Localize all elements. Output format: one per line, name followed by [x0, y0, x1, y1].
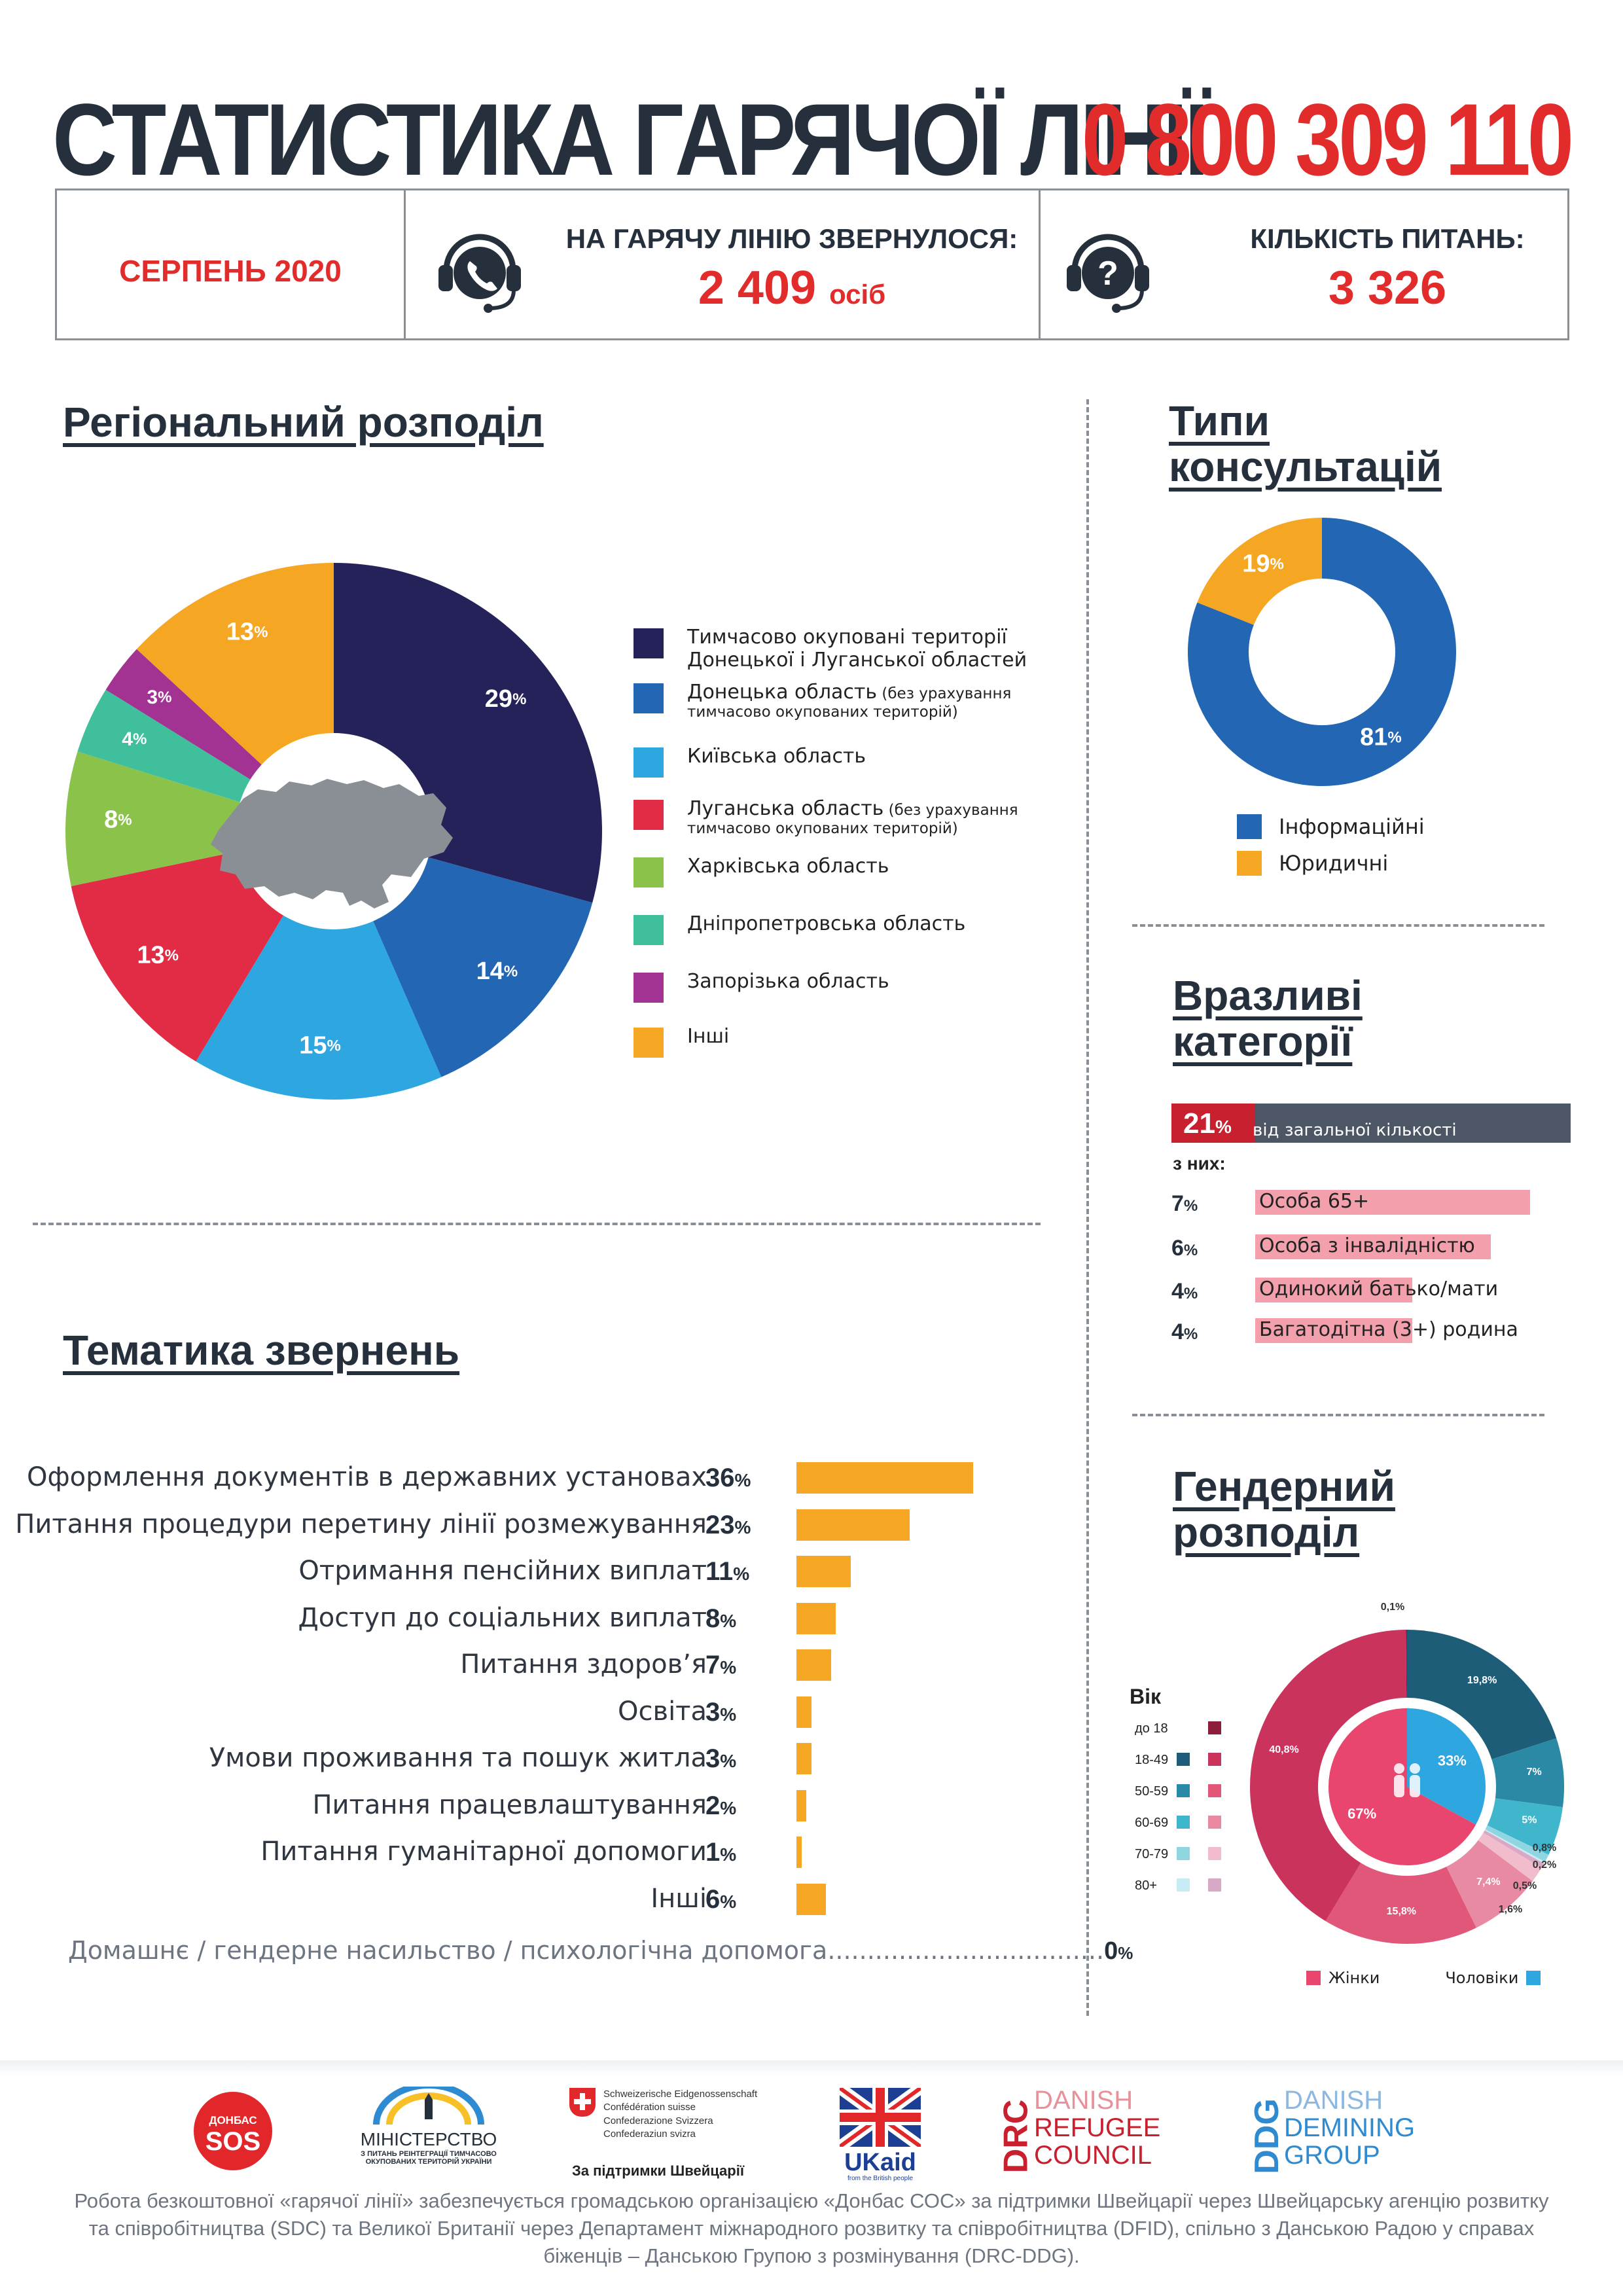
gender-donut-chart	[1237, 1590, 1590, 1957]
vulnerable-label: Багатодітна (3+) родина	[1259, 1318, 1518, 1341]
stats-questions-cell	[1039, 190, 1567, 338]
gender-outer-label: 19,8%	[1467, 1675, 1497, 1687]
regional-pie-chart	[59, 556, 609, 1106]
legend-label: Юридичні	[1279, 851, 1389, 876]
gender-title-line1: Гендерний	[1173, 1463, 1395, 1510]
women-age-swatch	[1208, 1878, 1221, 1892]
swiss-support: За підтримки Швейцарії	[572, 2162, 745, 2179]
gender-outer-label: 0,2%	[1532, 1859, 1557, 1871]
topic-value: 3%	[705, 1744, 737, 1773]
union-jack-icon	[840, 2088, 921, 2147]
pie-label: 19%	[1242, 550, 1284, 578]
age-title: Вік	[1130, 1685, 1162, 1708]
consult-donut-chart	[1185, 514, 1459, 789]
logo-text: ДОНБАС	[209, 2114, 257, 2126]
dot-leader: ...................................	[827, 1936, 1105, 1965]
women-age-swatch	[1208, 1784, 1221, 1797]
vulnerable-pct: 4%	[1171, 1279, 1198, 1304]
legend-item	[633, 626, 1027, 672]
gender-outer-label: 0,1%	[1380, 1602, 1405, 1613]
section-divider	[1132, 1414, 1544, 1416]
logo-text: SOS	[205, 2127, 261, 2156]
legend-swatch	[1237, 814, 1262, 839]
topic-row	[15, 1507, 1060, 1543]
legend-swatch	[633, 747, 664, 778]
women-label: Жінки	[1329, 1969, 1380, 1987]
legend-swatch	[633, 683, 664, 713]
legend-swatch	[633, 857, 664, 888]
vulnerable-of-them: з них:	[1173, 1153, 1226, 1174]
legend-label: Київська область	[687, 745, 866, 768]
pct-sign: %	[1215, 1117, 1232, 1137]
topic-bar	[796, 1743, 812, 1774]
legend-label: Луганська область (без урахування тимчасово окупованих територій)	[687, 797, 1018, 837]
column-divider	[1086, 399, 1089, 2016]
vulnerable-total-pct	[1183, 1107, 1232, 1140]
vulnerable-pct: 4%	[1171, 1319, 1198, 1344]
questions-label: КІЛЬКІСТЬ ПИТАНЬ:	[1250, 223, 1525, 254]
legend-label: Інформаційні	[1279, 814, 1425, 839]
drc-text	[1034, 2087, 1160, 2169]
topics-footer-sign: %	[1118, 1943, 1133, 1963]
legend-swatch	[633, 628, 664, 658]
men-swatch	[1526, 1971, 1541, 1985]
ddg-mark: DDG	[1247, 2098, 1286, 2174]
vulnerable-label: Особа з інвалідністю	[1259, 1234, 1475, 1257]
legend-item	[633, 745, 866, 778]
ukaid-text: UKaid	[844, 2149, 916, 2176]
topic-label: Доступ до соціальних виплат	[298, 1602, 707, 1633]
pie-label: 13%	[226, 618, 268, 646]
topic-row	[39, 1740, 1060, 1777]
pie-label: 15%	[299, 1031, 341, 1060]
stats-panel	[55, 188, 1569, 340]
pie-label: 4%	[122, 728, 147, 750]
donbas-sos-logo	[194, 2092, 272, 2170]
ministry-sub: ОКУПОВАНИХ ТЕРИТОРІЙ УКРАЇНИ	[365, 2158, 492, 2166]
legend-label: Тимчасово окуповані території Донецької і Луганської областей	[687, 626, 1027, 672]
legend-item	[633, 681, 1011, 721]
men-age-swatch	[1177, 1753, 1190, 1766]
gender-inner-label: 33%	[1437, 1752, 1467, 1769]
consult-title	[1169, 398, 1442, 490]
topic-value: 7%	[705, 1651, 737, 1679]
ddg-line: GROUP	[1284, 2141, 1380, 2170]
age-label: 70-79	[1135, 1847, 1169, 1861]
pie-label: 8%	[104, 806, 132, 834]
drc-mark: DRC	[997, 2099, 1035, 2174]
legend-legal	[1237, 851, 1425, 876]
women-age-swatch	[1208, 1847, 1221, 1860]
gender-outer-label: 15,8%	[1386, 1905, 1417, 1917]
ddg-text	[1284, 2087, 1415, 2169]
age-label: до 18	[1135, 1721, 1168, 1736]
stats-month-cell	[57, 190, 404, 338]
vulnerable-title-line2: категорії	[1173, 1018, 1353, 1066]
women-swatch	[1306, 1971, 1321, 1985]
legend-item	[633, 855, 889, 888]
topics-footer-value: 0	[1104, 1937, 1118, 1965]
gender-outer-label: 40,8%	[1269, 1744, 1299, 1756]
ministry-sub: З ПИТАНЬ РЕІНТЕГРАЦІЇ ТИМЧАСОВО	[361, 2150, 497, 2158]
men-label: Чоловіки	[1445, 1969, 1519, 1987]
legend-swatch	[633, 973, 664, 1003]
age-label: 60-69	[1135, 1816, 1169, 1830]
topic-value: 1%	[705, 1838, 737, 1867]
age-label: 50-59	[1135, 1784, 1169, 1799]
topic-row	[39, 1694, 1060, 1731]
legend-swatch	[1237, 851, 1262, 876]
questions-value: 3 326	[1328, 262, 1447, 314]
swiss-line: Confederaziun svizra	[603, 2128, 696, 2140]
age-label: 18-49	[1135, 1753, 1169, 1767]
men-age-swatch	[1177, 1878, 1190, 1892]
calls-value	[563, 261, 1021, 315]
pie-label: 29%	[484, 685, 527, 713]
topic-row	[39, 1553, 1060, 1590]
gender-inner-label: 67%	[1347, 1805, 1377, 1822]
pie-label: 3%	[147, 687, 172, 709]
women-age-swatch	[1208, 1753, 1221, 1766]
gender-outer-label: 1,6%	[1498, 1904, 1523, 1915]
vulnerable-label: Особа 65+	[1259, 1190, 1370, 1213]
legend-item	[633, 912, 965, 945]
donut-hole	[1249, 579, 1395, 725]
legend-swatch	[633, 1028, 664, 1058]
men-age-swatch	[1177, 1816, 1190, 1829]
topic-row	[26, 1460, 1060, 1496]
vulnerable-pct: 7%	[1171, 1191, 1198, 1216]
consult-title-line1: Типи	[1169, 397, 1270, 444]
legend-label: Донецька область (без урахування тимчасово окупованих територій)	[687, 681, 1012, 721]
legend-item	[633, 970, 889, 1003]
legend-informational	[1237, 814, 1425, 839]
gender-outer-label: 0,5%	[1512, 1880, 1537, 1892]
swiss-line: Confédération suisse	[603, 2102, 696, 2113]
ddg-logo	[1243, 2087, 1427, 2172]
ukaid-logo	[838, 2088, 923, 2182]
headset-question-icon	[1060, 219, 1156, 315]
report-month: СЕРПЕНЬ 2020	[119, 254, 342, 288]
topic-label: Питання працевлаштування	[312, 1789, 707, 1820]
footer-shadow	[0, 2060, 1623, 2076]
topic-label: Інші	[651, 1883, 707, 1914]
topic-value: 2%	[705, 1791, 737, 1820]
legend-label: Дніпропетровська область	[687, 912, 966, 935]
topic-label: Питання процедури перетину лінії розмежування	[15, 1509, 707, 1539]
ministry-name: МІНІСТЕРСТВО	[360, 2129, 497, 2149]
swiss-cross-icon	[569, 2088, 596, 2117]
calls-count: 2 409	[698, 262, 817, 314]
swiss-line: Confederazione Svizzera	[603, 2115, 713, 2126]
topic-value: 11%	[705, 1557, 750, 1586]
topic-label: Умови проживання та пошук житла	[209, 1743, 707, 1773]
section-divider	[1132, 924, 1544, 927]
ddg-line: DANISH	[1284, 2086, 1383, 2115]
hotline-phone[interactable]: 0 800 309 110	[1081, 83, 1571, 197]
topic-value: 6%	[705, 1884, 737, 1914]
pie-label: 81%	[1360, 723, 1402, 751]
men-age-swatch	[1177, 1847, 1190, 1860]
topics-title: Тематика звернень	[63, 1327, 460, 1374]
age-group-row	[1130, 1750, 1228, 1770]
topic-value: 36%	[705, 1463, 751, 1492]
topic-label: Освіта	[618, 1696, 707, 1727]
consult-legend	[1237, 814, 1425, 876]
drc-line: REFUGEE	[1034, 2113, 1161, 2142]
topic-label: Отримання пенсійних виплат	[298, 1556, 707, 1586]
drc-logo	[993, 2087, 1164, 2172]
topic-bar	[796, 1556, 851, 1587]
topic-bar	[796, 1837, 802, 1868]
vulnerable-total-bar	[1171, 1103, 1571, 1143]
women-age-swatch	[1208, 1721, 1221, 1734]
ddg-line: DEMINING	[1284, 2113, 1415, 2142]
pie-label: 14%	[476, 958, 518, 986]
consult-title-line2: консультацій	[1169, 443, 1442, 491]
topic-bar	[796, 1884, 826, 1915]
topic-bar	[796, 1509, 910, 1541]
pct-value: 21	[1183, 1107, 1215, 1139]
topics-footer-row	[68, 1936, 1133, 1965]
legend-label: Харківська область	[687, 855, 889, 878]
age-group-row	[1130, 1813, 1228, 1833]
legend-swatch	[633, 915, 664, 945]
topic-bar	[796, 1696, 812, 1728]
topic-row	[39, 1834, 1060, 1871]
age-group-row	[1130, 1782, 1228, 1801]
ministry-logo	[353, 2087, 504, 2166]
vulnerable-row	[1171, 1186, 1571, 1219]
footnote: Робота безкоштовної «гарячої лінії» забезпечується громадською організацією «Донбас СОС» за підтримки Швейцарії через Швейцарську агенцію розвитку та співробітництва (SDC) та Великої Британії через Департамент міжнародного розвитку та співробітництва (DFID), спільно з Данською Радою у справах біженців – Данською Групою з розмінування (DRC-DDG).	[74, 2189, 1549, 2267]
drc-line: COUNCIL	[1034, 2141, 1152, 2170]
vulnerable-total-label: від загальної кількості	[1253, 1121, 1457, 1140]
page-title: СТАТИСТИКА ГАРЯЧОЇ ЛІНІЇ	[52, 83, 1206, 197]
men-age-swatch	[1177, 1784, 1190, 1797]
gender-outer-label: 5%	[1522, 1814, 1537, 1826]
topic-row	[39, 1600, 1060, 1637]
calls-label: НА ГАРЯЧУ ЛІНІЮ ЗВЕРНУЛОСЯ:	[565, 223, 1018, 254]
legend-swatch	[633, 800, 664, 830]
topic-label: Оформлення документів в державних установах	[26, 1462, 707, 1492]
vulnerable-row	[1171, 1230, 1571, 1263]
age-group-row	[1130, 1719, 1228, 1738]
vulnerable-row	[1171, 1274, 1571, 1306]
age-group-row	[1130, 1844, 1228, 1864]
topics-footer-label: Домашнє / гендерне насильство / психологічна допомога	[68, 1936, 828, 1965]
vulnerable-title-line1: Вразливі	[1173, 972, 1363, 1019]
swiss-text	[603, 2088, 757, 2141]
ukaid-sub: from the British people	[847, 2175, 914, 2182]
topic-value: 23%	[705, 1510, 751, 1539]
topic-label: Питання гуманітарної допомоги	[260, 1837, 707, 1867]
gender-outer-label: 0,8%	[1532, 1842, 1557, 1854]
drc-line: DANISH	[1034, 2086, 1133, 2115]
topic-value: 3%	[705, 1697, 737, 1727]
calls-unit: осіб	[829, 279, 886, 310]
topic-bar	[796, 1603, 836, 1634]
gender-title	[1173, 1463, 1395, 1556]
swiss-line: Schweizerische Eidgenossenschaft	[603, 2089, 758, 2100]
topic-row	[39, 1787, 1060, 1824]
topic-bar	[796, 1790, 806, 1821]
topic-bar	[796, 1649, 831, 1681]
headset-phone-icon	[432, 219, 527, 315]
vulnerable-label: Одинокий батько/мати	[1259, 1278, 1499, 1300]
legend-item	[633, 1025, 729, 1058]
gender-legend	[1306, 1969, 1541, 1987]
ministry-emblem-icon	[370, 2087, 488, 2126]
age-label: 80+	[1135, 1878, 1157, 1893]
pie-label: 13%	[137, 941, 179, 969]
topic-label: Питання здоров’я	[460, 1649, 707, 1679]
legend-label: Запорізька область	[687, 970, 889, 993]
gender-title-line2: розподіл	[1173, 1509, 1360, 1556]
section-divider	[33, 1223, 1041, 1225]
vulnerable-pct: 6%	[1171, 1236, 1198, 1261]
topic-row	[39, 1647, 1060, 1683]
stats-calls-cell	[404, 190, 1039, 338]
age-group-row	[1130, 1876, 1228, 1895]
topic-row	[39, 1881, 1060, 1918]
women-age-swatch	[1208, 1816, 1221, 1829]
vulnerable-row	[1171, 1314, 1571, 1347]
legend-label: Інші	[687, 1025, 730, 1048]
svg-text:?: ?	[1097, 255, 1118, 293]
topic-value: 8%	[705, 1604, 737, 1633]
vulnerable-title	[1173, 973, 1363, 1065]
regional-title: Регіональний розподіл	[63, 399, 544, 446]
gender-outer-label: 7%	[1526, 1767, 1542, 1778]
topic-bar	[796, 1462, 973, 1494]
legend-item	[633, 797, 1018, 837]
gender-outer-label: 7,4%	[1476, 1876, 1501, 1888]
